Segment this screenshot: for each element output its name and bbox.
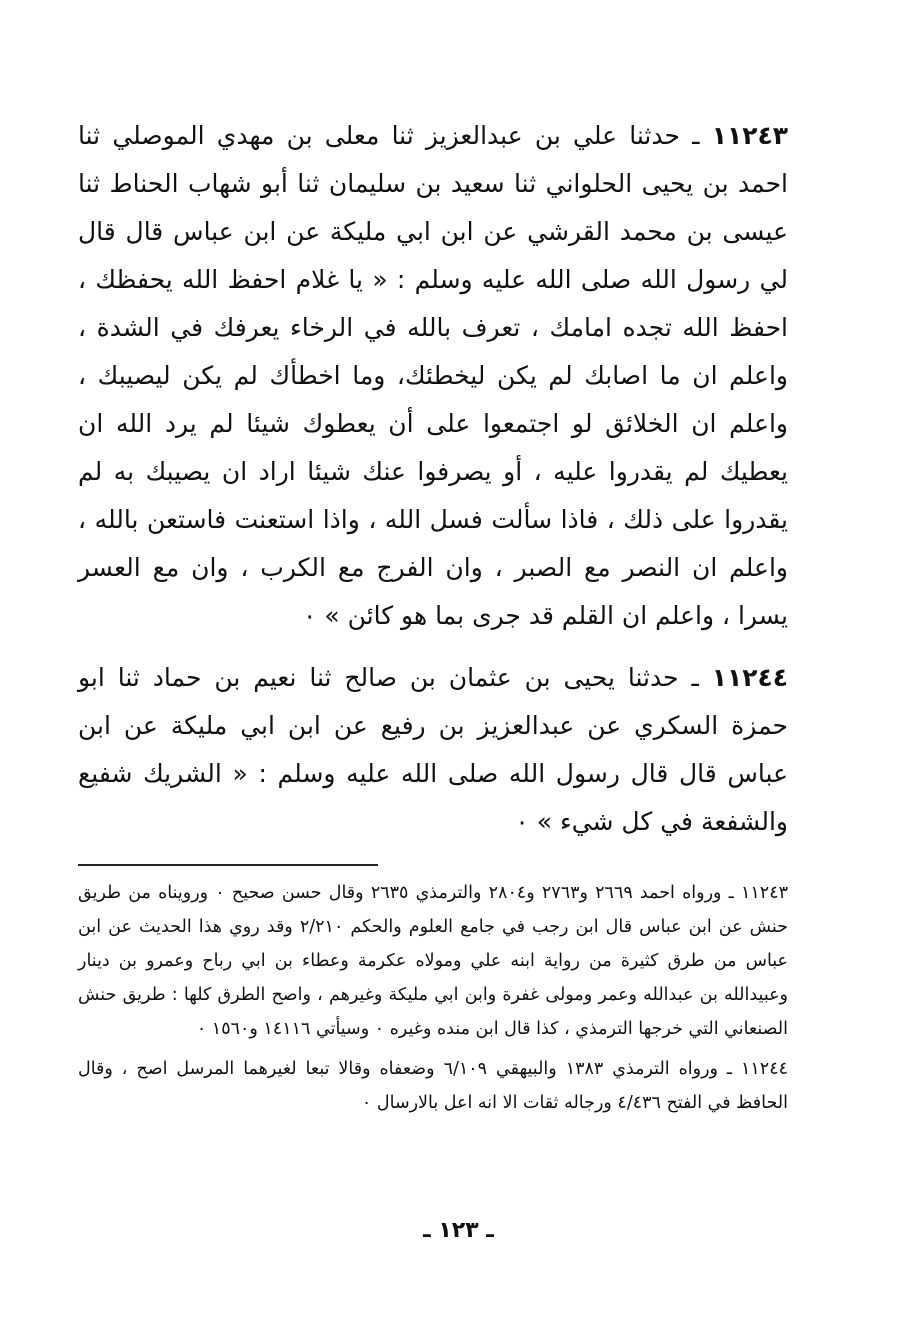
hadith-text: ـ حدثنا علي بن عبدالعزيز ثنا معلى بن مهدي الموصلي ثنا احمد بن يحيى الحلواني ثنا سعيد بن سليمان ثنا أبو شهاب الحناط ثنا عيسى بن محمد القرشي عن ابن ابي مليكة عن ابن عباس قال قال لي رسول الله صلى الله عليه وسلم : « يا غلام احفظ الله يحفظك ، احفظ الله تجده امامك ، تعرف بالله في الرخاء يعرفك في الشدة ، واعلم ان ما اصابك لم يكن ليخطئك، وما اخطأك لم يكن ليصيبك ، واعلم ان الخلائق لو اجتمعوا على أن يعطوك شيئا لم يرد الله ان يعطيك لم يقدروا عليه ، أو يصرفوا عنك شيئا اراد ان يصيبك به لم يقدروا على ذلك ، فاذا سألت فسل الله ، واذا استعنت فاستعن بالله ، واعلم ان النصر مع الصبر ، وان الفرج مع الكرب ، وان مع العسر يسرا ، واعلم ان القلم قد جرى بما هو كائن » ٠ (78, 121, 788, 630)
page-number: ـ ١٢٣ ـ (423, 1218, 494, 1243)
hadith-11243 (78, 112, 788, 640)
footnote-number: ١١٢٤٤ (741, 1059, 788, 1079)
footnote-11243 (78, 876, 788, 1046)
hadith-11244 (78, 654, 788, 846)
footnote-divider (78, 864, 378, 866)
hadith-number: ١١٢٤٣ (711, 121, 788, 150)
hadith-number: ١١٢٤٤ (711, 663, 789, 692)
page-body (78, 112, 788, 1120)
footnote-11244 (78, 1052, 788, 1120)
footnote-number: ١١٢٤٣ (741, 883, 788, 903)
footnote-text: ـ ورواه الترمذي ١٣٨٣ والبيهقي ٦/١٠٩ وضعفاه وقالا تبعا لغيرهما المرسل اصح ، وقال الحافظ في الفتح ٤/٤٣٦ ورجاله ثقات الا انه اعل بالارسال ٠ (78, 1059, 788, 1113)
hadith-text: ـ حدثنا يحيى بن عثمان بن صالح ثنا نعيم بن حماد ثنا ابو حمزة السكري عن عبدالعزيز بن رفيع عن ابن ابي مليكة عن ابن عباس قال قال رسول الله صلى الله عليه وسلم : « الشريك شفيع والشفعة في كل شيء » ٠ (78, 663, 788, 836)
footnote-text: ـ ورواه احمد ٢٦٦٩ و٢٧٦٣ و٢٨٠٤ والترمذي ٢٦٣٥ وقال حسن صحيح ٠ ورويناه من طريق حنش عن ابن عباس قال ابن رجب في جامع العلوم والحكم ٢/٢١٠ وقد روي هذا الحديث عن ابن عباس من طرق كثيرة من رواية ابنه علي ومولاه عكرمة وعطاء بن ابي رباح وعمرو بن دينار وعبيدالله بن عبدالله وعمر ومولى غفرة وابن ابي مليكة وغيرهم ، واصح الطرق كلها : طريق حنش الصنعاني التي خرجها الترمذي ، كذا قال ابن منده وغيره ٠ وسيأتي ١٤١١٦ و١٥٦٠ ٠ (78, 883, 788, 1039)
